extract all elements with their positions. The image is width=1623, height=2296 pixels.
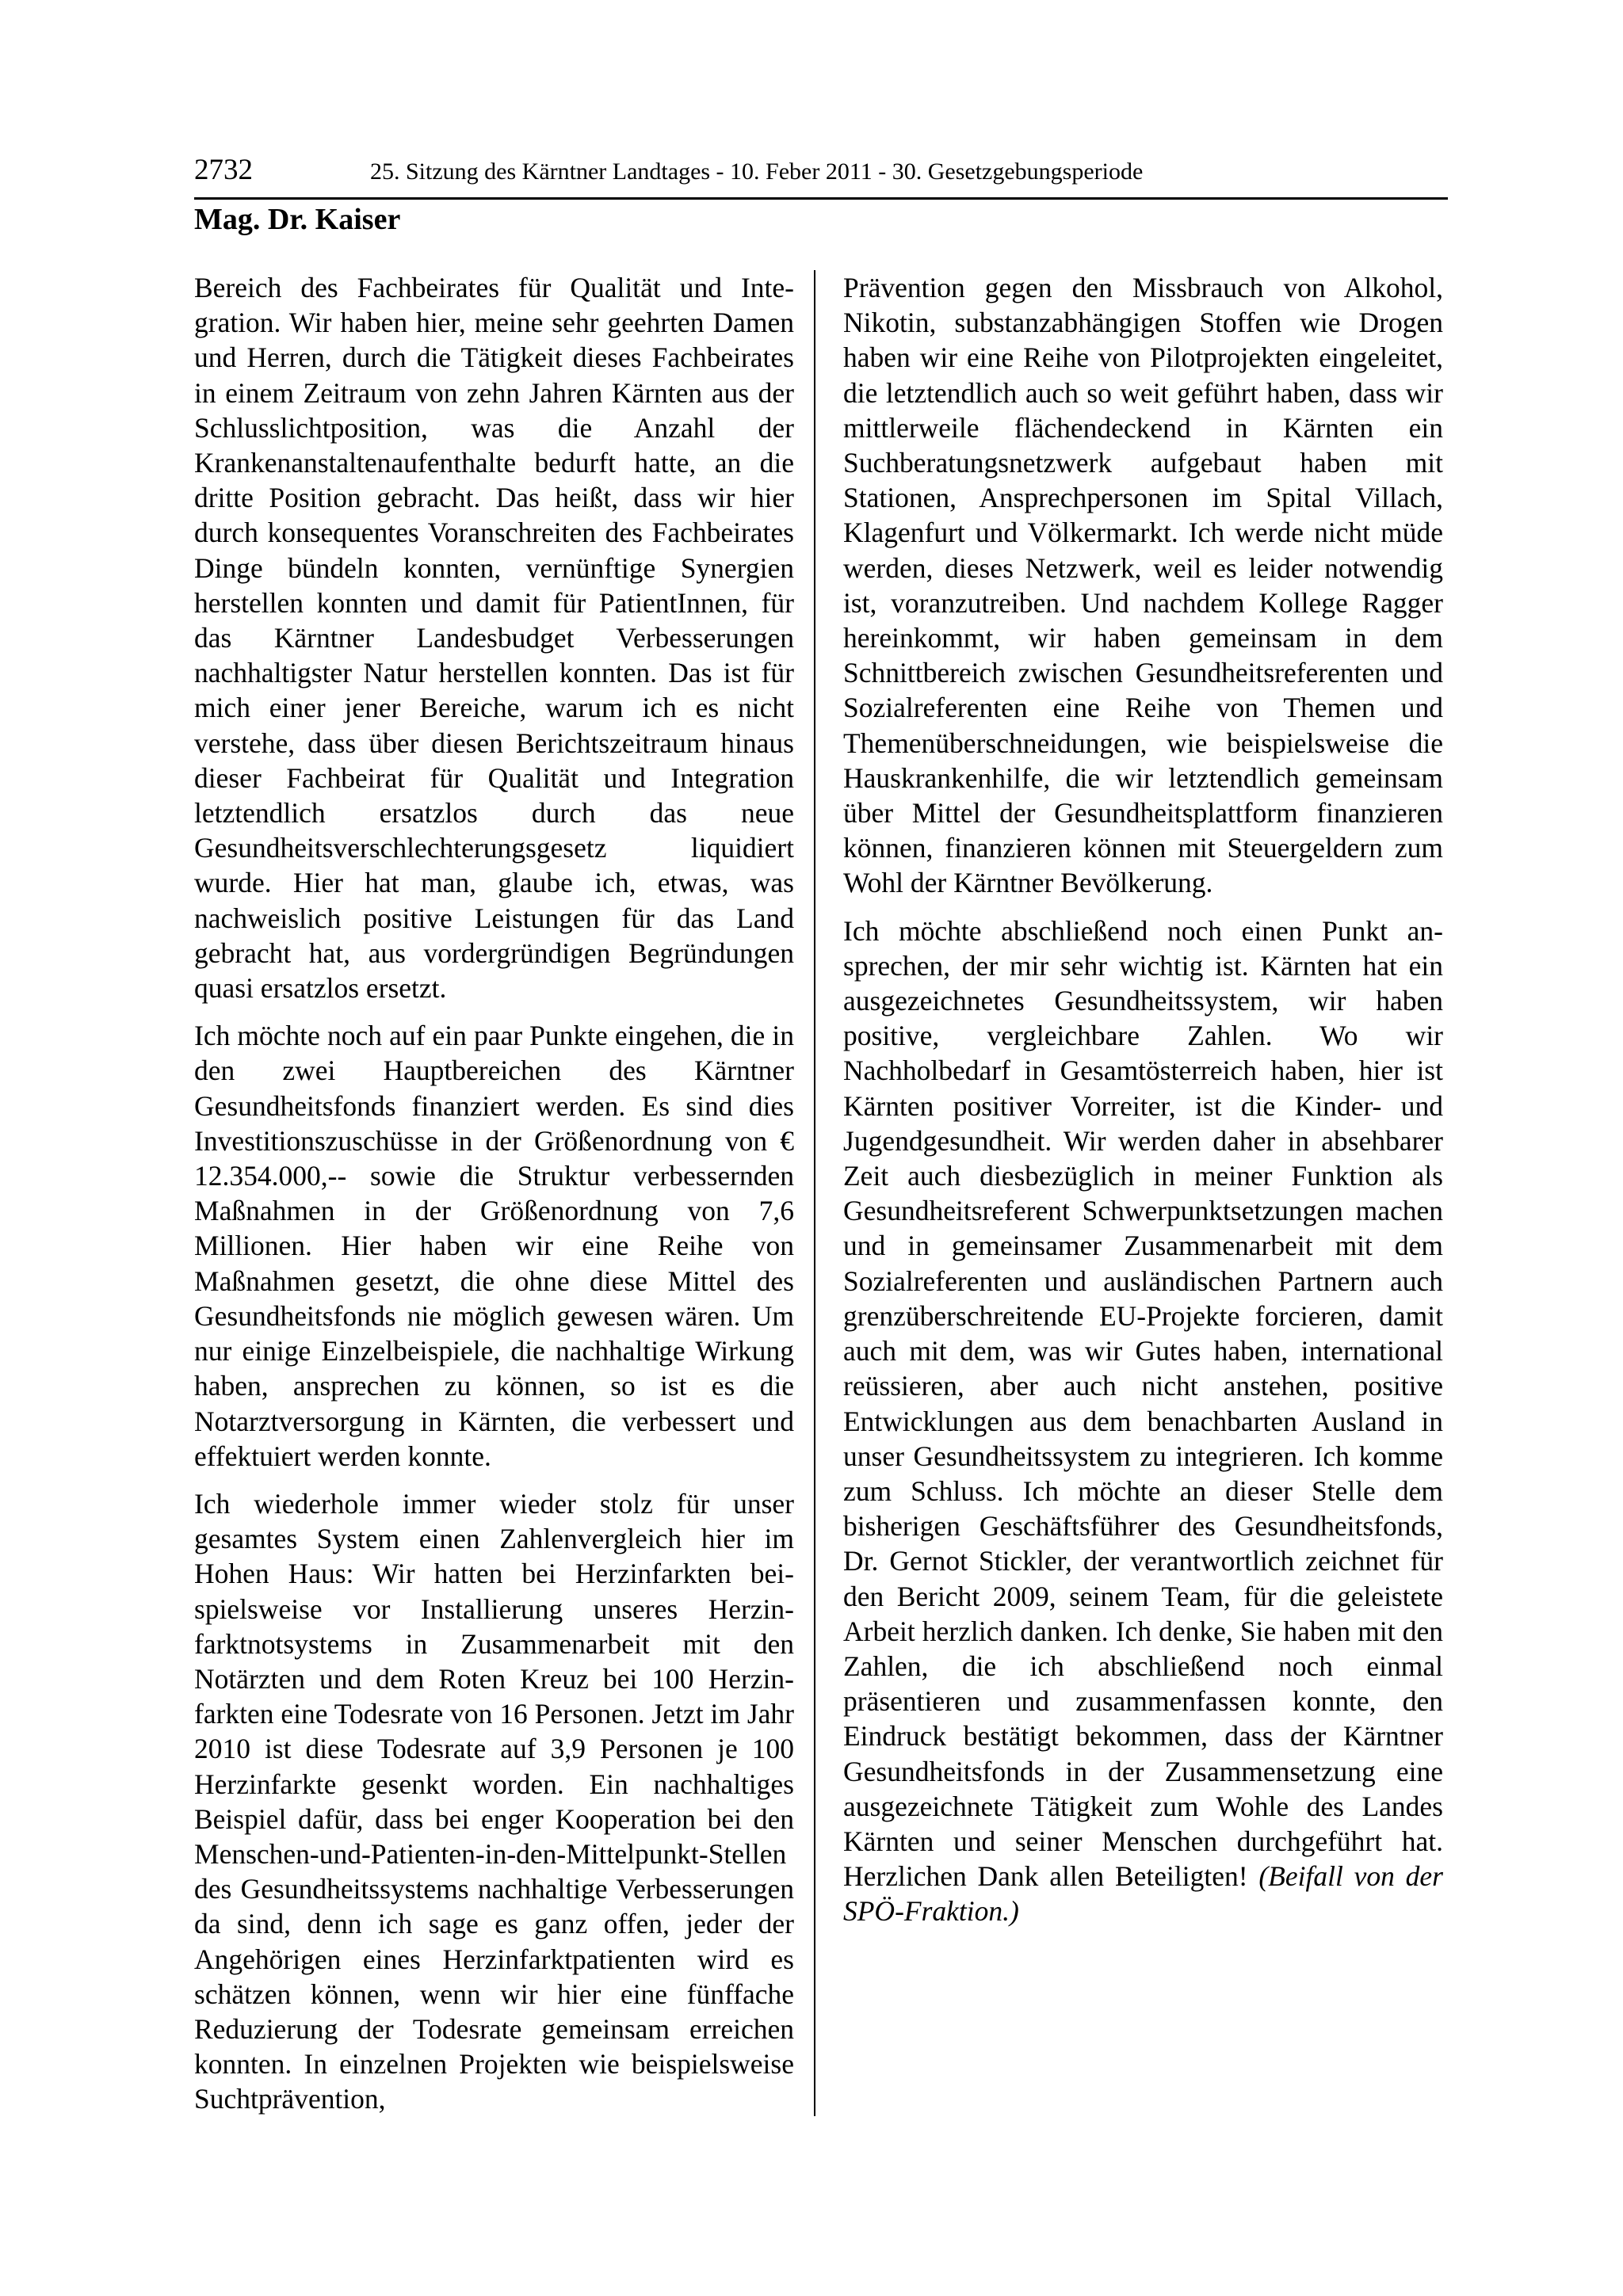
- paragraph: Prävention gegen den Missbrauch von Alkohol, Nikotin, substanzabhängigen Stoffen wie Drogen haben wir eine Reihe von Pilotprojekten eingeleitet, die letztendlich auch so weit geführt haben, dass wir mittlerweile flächendeckend in Kärnten ein Suchberatungsnetzwerk aufgebaut haben mit Stationen, Ansprechpersonen im Spital Villach, Klagenfurt und Völkermarkt. Ich werde nicht müde werden, dieses Netzwerk, weil es leider notwendig ist, voranzutreiben. Und nachdem Kollege Ragger hereinkommt, wir haben gemeinsam in dem Schnittbereich zwischen Gesundheitsreferenten und Sozialreferenten eine Reihe von Themen und Themenüberschneidungen, wie beispielsweise die Hauskrankenhilfe, die wir letztendlich gemeinsam über Mittel der Gesundheitsplattform finanzieren können, finanzieren können mit Steuergeldern zum Wohl der Kärntner Bevölkerung.: [843, 272, 1443, 899]
- page-number: 2732: [194, 154, 253, 186]
- right-column: [843, 270, 1443, 1942]
- left-column: [194, 270, 794, 2130]
- applause-note: (Beifall von der SPÖ-Fraktion.): [843, 1860, 1443, 1928]
- paragraph: Bereich des Fachbeirates für Qualität und Integration. Wir haben hier, meine sehr geehrten Damen und Herren, durch die Tätigkeit dieses Fachbeirates in einem Zeitraum von zehn Jahren Kärnten aus der Schlusslichtposition, was die Anzahl der Krankenanstaltenaufenthalte bedurft hatte, an die dritte Position gebracht. Das heißt, dass wir hier durch konsequentes Voranschreiten des Fachbeirates Dinge bündeln konnten, vernünftige Synergien herstellen konnten und damit für PatientInnen, für das Kärntner Landesbudget Verbesserungen nachhaltigster Natur herstellen konnten. Das ist für mich einer jener Bereiche, warum ich es nicht verstehe, dass über diesen Berichtszeitraum hinaus dieser Fachbeirat für Qualität und Integration letztendlich ersatzlos durch das neue Gesundheitsverschlechterungsgesetz liquidiert wurde. Hier hat man, glaube ich, etwas, was nachweislich positive Leistungen für das Land gebracht hat, aus vordergründigen Begründungen quasi ersatzlos ersetzt.: [194, 272, 794, 1005]
- speaker-name: Mag. Dr. Kaiser: [194, 203, 401, 236]
- paragraph: Ich wiederhole immer wieder stolz für unser gesamtes System einen Zahlenvergleich hier im Hohen Haus: Wir hatten bei Herzinfarkten beispielsweise vor Installierung unseres Herzinfarktnotsystems in Zusammenarbeit mit den Notärzten und dem Roten Kreuz bei 100 Herzinfarkten eine Todesrate von 16 Personen. Jetzt im Jahr 2010 ist diese Todesrate auf 3,9 Personen je 100 Herzinfarkte gesenkt worden. Ein nachhaltiges Beispiel dafür, dass bei enger Kooperation bei den Menschen-und-Patienten-in-den-Mittelpunkt-Stellen des Gesundheitssystems nachhaltige Verbesserungen da sind, denn ich sage es ganz offen, jeder der Angehörigen eines Herzinfarktpatienten wird es schätzen können, wenn wir hier eine fünffache Reduzierung der Todesrate gemeinsam erreichen konnten. In einzelnen Projekten wie beispielsweise Suchtprävention,: [194, 1487, 794, 2115]
- paragraph-with-applause: [843, 913, 1443, 1929]
- paragraph-text: Ich möchte abschließend noch einen Punkt ansprechen, der mir sehr wichtig ist. Kärnten hat ein ausgezeichnetes Gesundheitssystem, wir haben positive, vergleichbare Zahlen. Wo wir Nachholbedarf in Gesamtösterreich haben, hier ist Kärnten positiver Vorreiter, ist die Kinder- und Jugendgesundheit. Wir werden daher in absehbarer Zeit auch diesbezüglich in meiner Funktion als Gesundheitsreferent Schwerpunktsetzungen machen und in gemeinsamer Zusammenarbeit mit dem Sozialreferenten und ausländischen Partnern auch grenzüberschreitende EU-Projekte forcieren, damit auch mit dem, was wir Gutes haben, international reüssieren, aber auch nicht anstehen, positive Entwicklungen aus dem benachbarten Ausland in unser Gesundheitssystem zu integrieren. Ich komme zum Schluss. Ich möchte an dieser Stelle dem bisherigen Geschäftsführer des Gesundheitsfonds, Dr. Gernot Stickler, der verantwortlich zeichnet für den Bericht 2009, seinem Team, für die geleistete Arbeit herzlich danken. Ich denke, Sie haben mit den Zahlen, die ich abschließend noch einmal präsentieren und zusammenfassen konnte, den Eindruck bestätigt bekommen, dass der Kärntner Gesundheitsfonds in der Zusammensetzung eine ausgezeichnete Tätigkeit zum Wohle des Landes Kärnten und seiner Menschen durchgeführt hat. Herzlichen Dank allen Beteiligten!: [843, 914, 1443, 1893]
- header-rule: [194, 197, 1448, 200]
- running-title: 25. Sitzung des Kärntner Landtages - 10. Feber 2011 - 30. Gesetzgebungsperiode: [370, 158, 1144, 185]
- page-header: [194, 155, 1448, 200]
- paragraph: Ich möchte noch auf ein paar Punkte eingehen, die in den zwei Hauptbereichen des Kärntner Gesundheitsfonds finanziert werden. Es sind dies Investitionszuschüsse in der Größenordnung von € 12.354.000,-- sowie die Struktur verbessernden Maßnahmen in der Größenordnung von 7,6 Millionen. Hier haben wir eine Reihe von Maßnahmen gesetzt, die ohne diese Mittel des Gesundheitsfonds nie möglich gewesen wären. Um nur einige Einzelbeispiele, die nachhaltige Wirkung haben, ansprechen zu können, so ist es die Notarztversorgung in Kärnten, die verbessert und effektuiert werden konnte.: [194, 1020, 794, 1472]
- column-divider: [814, 270, 815, 2116]
